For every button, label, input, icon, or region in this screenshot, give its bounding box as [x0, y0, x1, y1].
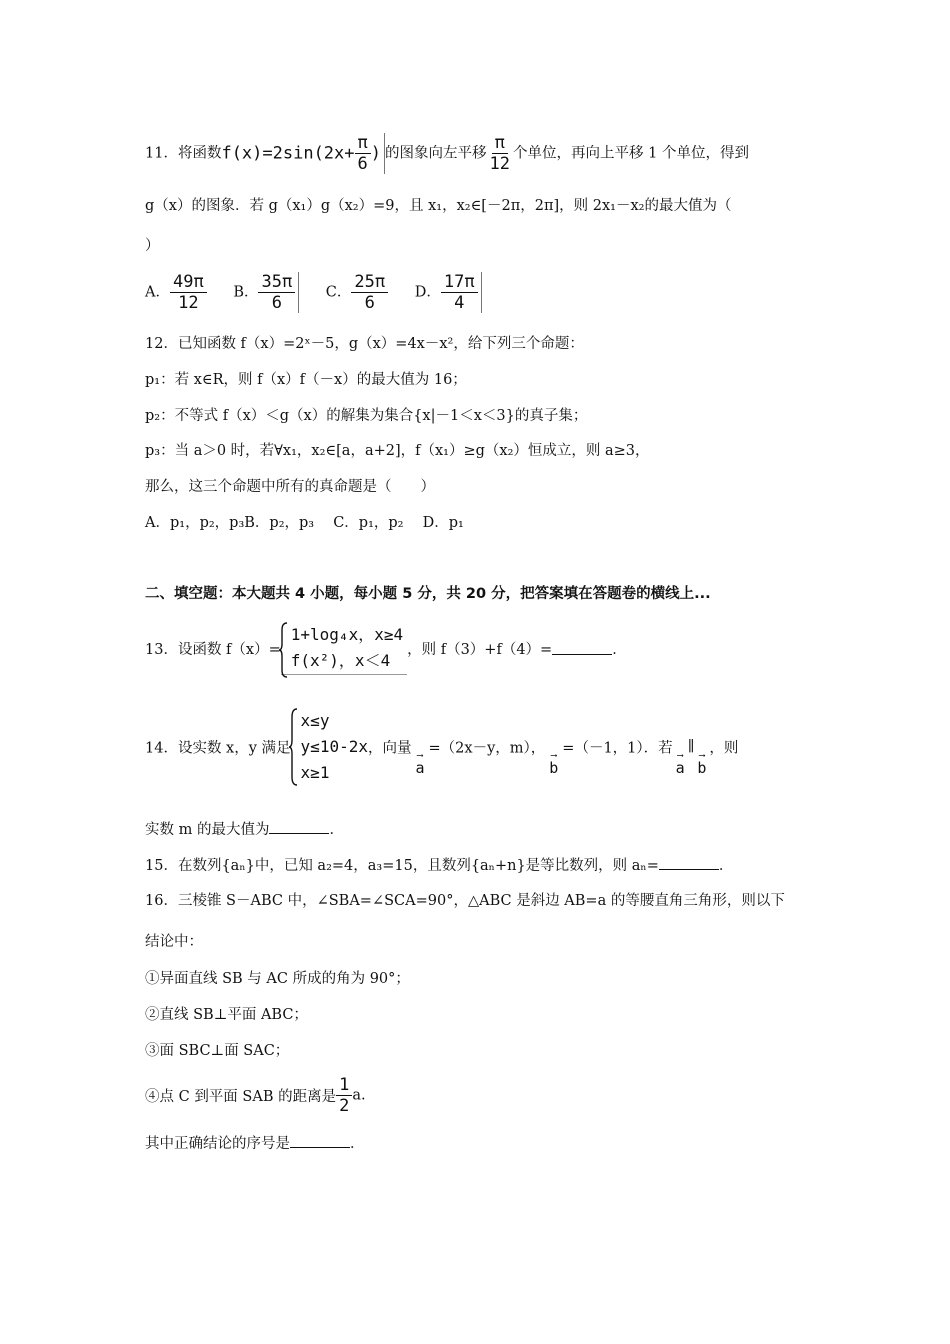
q13-piecewise [281, 622, 407, 675]
q14-answer-blank[interactable] [269, 821, 329, 834]
vector-a-letter: a [415, 759, 425, 777]
q11-pi-over-6 [355, 133, 371, 174]
frac-num: 25π [351, 272, 388, 293]
q11-text1: 的图象向左平移 [385, 145, 487, 162]
option-a-value [170, 272, 207, 313]
frac-num: 35π [258, 272, 295, 293]
q16-end: ． [350, 1136, 365, 1152]
q14-constraint3: x≥1 [300, 763, 330, 782]
q14-line1 [145, 708, 738, 786]
q11-line1 [145, 133, 749, 174]
q14-constraint2: y≤10-2x [300, 737, 368, 756]
left-brace-icon [289, 708, 299, 786]
vector-a-letter: a [675, 759, 685, 777]
q13-line [145, 622, 627, 675]
vector-a: ⟶ a [415, 751, 425, 777]
option-b-label: B． [233, 284, 259, 301]
vector-b-letter: b [549, 759, 559, 777]
q14-prefix: 14．设实数 x，y 满足 [145, 740, 291, 757]
q16-answer-blank[interactable] [290, 1135, 350, 1148]
q16-statement1: ①异面直线 SB 与 AC 所成的角为 90°； [145, 971, 410, 987]
frac-den: 6 [357, 154, 368, 174]
vector-b: ⟶ b [697, 751, 707, 777]
frac-den: 6 [271, 293, 282, 313]
q16-statement4-text: ④点 C 到平面 SAB 的距离是 [145, 1089, 337, 1105]
q16-answer-line [145, 1132, 365, 1153]
q11-close-paren: ) [370, 143, 382, 164]
q11-line2: g（x）的图象．若 g（x₁）g（x₂）=9，且 x₁，x₂∈[－2π，2π]，则 2x₁－x₂的最大值为（ [145, 198, 732, 214]
q11-line3: ） [145, 238, 160, 254]
q12-line1: 12．已知函数 f（x）=2ˣ－5，g（x）=4x－x²，给下列三个命题： [145, 336, 584, 352]
q15-line [145, 854, 733, 875]
q11-options [145, 272, 482, 313]
q11-pi-over-12 [487, 133, 513, 174]
q12-options: A．p₁，p₂，p₃B．p₂，p₃ C．p₁，p₂ D．p₁ [145, 515, 464, 531]
frac-den: 2 [339, 1096, 350, 1116]
q14-line2 [145, 818, 344, 839]
q15-answer-blank[interactable] [659, 857, 719, 870]
q12-p3: p₃：当 a＞0 时，若∀x₁，x₂∈[a，a+2]，f（x₁）≥g（x₂）恒成立，则 a≥3， [145, 443, 650, 459]
q14-line2-text: 实数 m 的最大值为 [145, 822, 270, 838]
option-b-value [258, 272, 299, 313]
q11-number: 11．将函数 [145, 145, 222, 162]
section-heading: 二、填空题：本大题共 4 小题，每小题 5 分，共 20 分，把答案填在答题卷的横线上... [145, 586, 711, 602]
q16-statement4-suffix: a. [352, 1087, 366, 1104]
option-d-value [441, 272, 482, 313]
q14-constraints [291, 708, 368, 786]
q13-suffix: ，则 f（3）+f（4）= [407, 642, 553, 658]
q16-statement4 [145, 1075, 366, 1116]
q16-answer-text: 其中正确结论的序号是 [145, 1136, 290, 1152]
q11-func-text: f(x)=2sin(2x+ [221, 143, 355, 164]
frac-den: 6 [364, 293, 375, 313]
q13-prefix: 13．设函数 f（x）= [145, 642, 281, 658]
q14-text2: =（2x－y，m）， [428, 740, 546, 757]
q16-half-fraction [336, 1075, 352, 1116]
vector-b: ⟶ b [549, 751, 559, 777]
q12-p1: p₁：若 x∈R，则 f（x）f（－x）的最大值为 16； [145, 372, 467, 388]
q14-text1: ，向量 [367, 740, 412, 757]
left-brace-icon [279, 622, 289, 678]
option-d-label: D． [414, 284, 441, 301]
frac-num: π [492, 133, 508, 154]
option-c-label: C． [325, 284, 352, 301]
option-a-label: A． [145, 284, 170, 301]
frac-num: 17π [441, 272, 478, 293]
q14-text3: =（－1，1）．若 [562, 740, 673, 757]
q14-text4: ，则 [709, 740, 739, 757]
q15-text: 15．在数列{aₙ}中，已知 a₂=4，a₃=15，且数列{aₙ+n}是等比数列，则 aₙ= [145, 858, 659, 874]
q11-text2: 个单位，再向上平移 1 个单位，得到 [513, 145, 749, 162]
q14-end: ． [329, 822, 344, 838]
q16-statement2: ②直线 SB⊥平面 ABC； [145, 1007, 308, 1023]
frac-num: 49π [170, 272, 207, 293]
q16-line2: 结论中： [145, 934, 203, 950]
frac-den: 12 [178, 293, 199, 313]
q11-function-image [221, 133, 385, 174]
q13-case2: f(x²)，x＜4 [290, 651, 391, 670]
parallel-symbol: ∥ [687, 739, 695, 755]
q16-line1: 16．三棱锥 S－ABC 中，∠SBA=∠SCA=90°，△ABC 是斜边 AB=a 的等腰直角三角形，则以下 [145, 893, 785, 909]
option-c-value [351, 272, 388, 313]
vector-b-letter: b [697, 759, 707, 777]
q15-end: ． [718, 858, 734, 874]
q16-statement3: ③面 SBC⊥面 SAC； [145, 1043, 290, 1059]
q13-end: ． [612, 642, 627, 658]
frac-den: 12 [489, 154, 510, 174]
q12-p2: p₂：不等式 f（x）＜g（x）的解集为集合{x|－1＜x＜3}的真子集； [145, 408, 588, 424]
q13-case1: 1+log₄x，x≥4 [290, 625, 404, 644]
q14-constraint1: x≤y [300, 711, 330, 730]
frac-num: 1 [336, 1075, 352, 1096]
q13-answer-blank[interactable] [552, 642, 612, 655]
q12-question: 那么，这三个命题中所有的真命题是（ ） [145, 479, 435, 495]
frac-num: π [355, 133, 371, 154]
frac-den: 4 [454, 293, 465, 313]
vector-a: ⟶ a [675, 751, 685, 777]
